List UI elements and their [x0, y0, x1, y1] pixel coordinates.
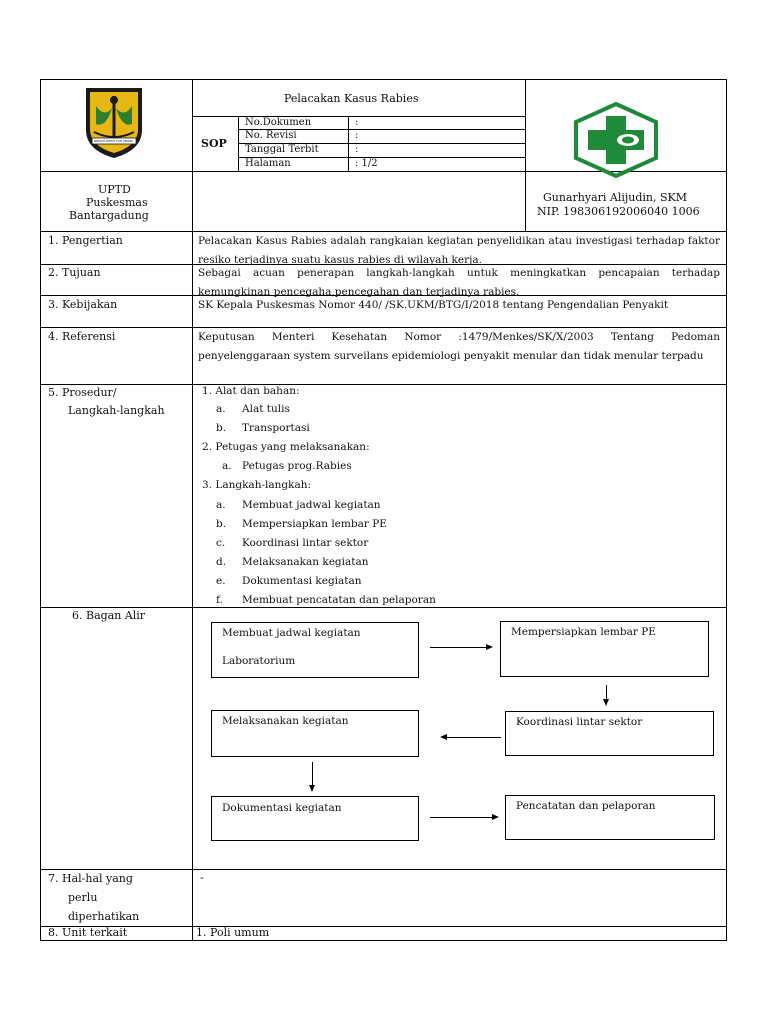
- sop-label: SOP: [201, 137, 227, 150]
- doc-row-label: Halaman: [245, 158, 291, 169]
- section-text-hal: -: [200, 871, 204, 884]
- list-marker: a.: [216, 499, 226, 511]
- list-item: Dokumentasi kegiatan: [242, 575, 362, 587]
- list-item: Membuat pencatatan dan pelaporan: [242, 594, 436, 606]
- doc-row-value: :: [355, 117, 359, 128]
- doc-row-label: Tanggal Terbit: [245, 144, 319, 155]
- puskesmas-cross-icon: [572, 102, 660, 178]
- section-label-prosedur-2: Langkah-langkah: [68, 404, 165, 417]
- flow-box-text: Dokumentasi kegiatan: [222, 802, 342, 814]
- list-item: Alat tulis: [242, 403, 290, 415]
- prosedur-heading: 2. Petugas yang melaksanakan:: [202, 441, 370, 453]
- org-line: Puskesmas: [86, 196, 148, 209]
- list-item: Koordinasi lintar sektor: [242, 537, 369, 549]
- regency-crest-logo: [82, 84, 146, 160]
- flow-box-dokumentasi: [211, 796, 419, 841]
- list-marker: d.: [216, 556, 227, 568]
- flow-box-text: Mempersiapkan lembar PE: [511, 626, 656, 638]
- section-label-hal: 7. Hal-hal yang: [48, 872, 133, 885]
- list-item: Transportasi: [242, 422, 310, 434]
- list-item: Mempersiapkan lembar PE: [242, 518, 387, 530]
- list-marker: b.: [216, 422, 227, 434]
- list-marker: f.: [216, 594, 223, 606]
- org-line: UPTD: [98, 183, 131, 196]
- list-item: Melaksanakan kegiatan: [242, 556, 369, 568]
- crest-icon: [82, 84, 146, 160]
- doc-row-value: :: [355, 130, 359, 141]
- flow-box-jadwal: [211, 622, 419, 678]
- section-text-referensi: Keputusan Menteri Kesehatan Nomor :1479/Menkes/SK/X/2003 Tentang Pedoman penyelenggaraan system surveilans epidemiologi penyakit menular dan tidak menular terpadu: [198, 331, 720, 362]
- list-marker: a.: [222, 460, 232, 472]
- flow-box-pencatatan: [505, 795, 715, 840]
- section-label-hal-3: diperhatikan: [68, 910, 140, 923]
- doc-row-label: No.Dokumen: [245, 117, 312, 128]
- section-text-tujuan: Sebagai acuan penerapan langkah-langkah untuk meningkatkan pencapaian terhadap kemungkinan pencegaha,pencegahan dan terjadinya rabies.: [198, 267, 720, 298]
- section-text-pengertian: Pelacakan Kasus Rabies adalah rangkaian kegiatan penyelidikan atau investigasi terhadap faktor resiko terjadinya suatu kasus rabies di wilayah kerja.: [198, 235, 720, 266]
- section-label-pengertian: 1. Pengertian: [48, 234, 123, 247]
- signer-nip: NIP. 198306192006040 1006: [537, 205, 700, 218]
- list-marker: a.: [216, 403, 226, 415]
- section-label-kebijakan: 3. Kebijakan: [48, 298, 118, 311]
- doc-row-value: : 1/2: [355, 158, 378, 169]
- flow-box-text: Melaksanakan kegiatan: [222, 715, 349, 727]
- flow-box-lembar-pe: [500, 621, 709, 677]
- flow-box-text: Koordinasi lintar sektor: [516, 716, 643, 728]
- section-label-unit: 8. Unit terkait: [48, 926, 128, 939]
- section-text-kebijakan: SK Kepala Puskesmas Nomor 440/ /SK.UKM/BTG/I/2018 tentang Pengendalian Penyakit: [198, 299, 669, 311]
- doc-row-value: :: [355, 144, 359, 155]
- signer-name: Gunarhyari Alijudin, SKM: [543, 191, 688, 204]
- list-marker: c.: [216, 537, 226, 549]
- list-item: Petugas prog.Rabies: [242, 460, 352, 472]
- prosedur-heading: 1. Alat dan bahan:: [202, 385, 300, 397]
- document-title: Pelacakan Kasus Rabies: [284, 92, 419, 105]
- section-label-hal-2: perlu: [68, 891, 98, 904]
- section-text-unit: 1. Poli umum: [196, 926, 270, 939]
- doc-row-label: No. Revisi: [245, 130, 297, 141]
- list-item: Membuat jadwal kegiatan: [242, 499, 381, 511]
- section-label-tujuan: 2. Tujuan: [48, 266, 101, 279]
- flow-box-text: Pencatatan dan pelaporan: [516, 800, 656, 812]
- org-line: Bantargadung: [69, 209, 149, 222]
- section-label-referensi: 4. Referensi: [48, 330, 116, 343]
- flow-box-text: Laboratorium: [222, 655, 296, 667]
- prosedur-heading: 3. Langkah-langkah:: [202, 479, 312, 491]
- logo-motto: GEMAH RIPAH LOH JINAWI: [94, 139, 133, 143]
- list-marker: e.: [216, 575, 226, 587]
- puskesmas-logo: [572, 102, 660, 178]
- section-label-prosedur: 5. Prosedur/: [48, 386, 117, 399]
- flow-box-koordinasi: [505, 711, 714, 756]
- section-label-bagan: 6. Bagan Alir: [72, 609, 146, 622]
- flow-box-text: Membuat jadwal kegiatan: [222, 627, 361, 639]
- list-marker: b.: [216, 518, 227, 530]
- flow-box-melaksanakan: [211, 710, 419, 757]
